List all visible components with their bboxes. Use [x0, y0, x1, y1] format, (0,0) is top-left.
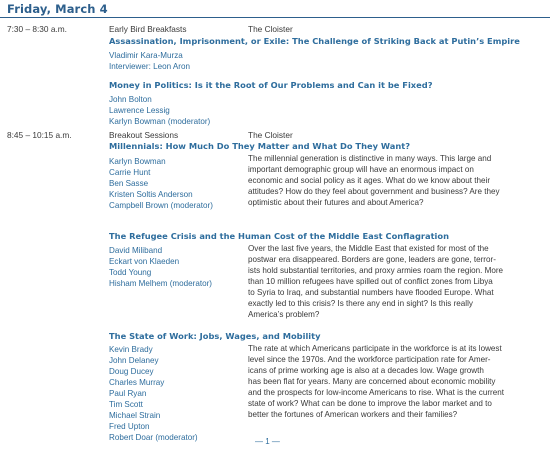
description-line: postwar era disappeared. Borders are gone, leaders are gone, terror- [248, 255, 496, 264]
speaker: Robert Doar (moderator) [109, 433, 198, 442]
speaker-list [109, 94, 210, 127]
block-time: 8:45 – 10:15 a.m. [7, 130, 72, 140]
description-line: attitudes? How do they feel about government and business? Are they [248, 187, 500, 196]
description-line: The rate at which Americans participate in the workforce is at its lowest [248, 344, 502, 353]
session-title: The State of Work: Jobs, Wages, and Mobility [109, 331, 321, 341]
description-line: important demographic group will have an enormous impact on [248, 165, 474, 174]
block-time: 7:30 – 8:30 a.m. [7, 24, 67, 34]
speaker: Ben Sasse [109, 179, 149, 188]
speaker: David Miliband [109, 246, 163, 255]
speaker: Interviewer: Leon Aron [109, 62, 190, 71]
description-line: to Syria to Iraq, and substantial numbers have flooded Europe. What [248, 288, 494, 297]
block-venue: The Cloister [248, 130, 293, 140]
session-description [248, 343, 546, 420]
description-line: better the fortunes of American workers and their families? [248, 410, 458, 419]
speaker: Michael Strain [109, 411, 161, 420]
speaker: Karlyn Bowman [109, 157, 166, 166]
page-number: — 1 — [255, 437, 280, 446]
speaker: Vladimir Kara-Murza [109, 51, 183, 60]
speaker: Paul Ryan [109, 389, 147, 398]
description-line: ists hold substantial territories, and proxy armies roam the region. More [248, 266, 504, 275]
speaker: Karlyn Bowman (moderator) [109, 117, 211, 126]
speaker: Doug Ducey [109, 367, 154, 376]
speaker: Lawrence Lessig [109, 106, 170, 115]
description-line: economic and social policy as it ages. What do we know about their [248, 176, 491, 185]
speaker-list [109, 50, 190, 72]
session-description [248, 243, 546, 320]
speaker: Todd Young [109, 268, 152, 277]
description-line: America’s problem? [248, 310, 320, 319]
block-type: Breakout Sessions [109, 130, 179, 140]
day-header: Friday, March 4 [7, 2, 108, 16]
description-line: than 10 million refugees have spilled out of conflict zones from Libya [248, 277, 493, 286]
description-line: optimistic about their futures and about America? [248, 198, 424, 207]
description-line: icans of prime working age is also at a decades low. Wage growth [248, 366, 484, 375]
block-type: Early Bird Breakfasts [109, 24, 187, 34]
speaker-list [109, 156, 213, 211]
speaker: Kevin Brady [109, 345, 153, 354]
speaker: Carrie Hunt [109, 168, 151, 177]
session-title: The Refugee Crisis and the Human Cost of the Middle East Conflagration [109, 231, 449, 241]
speaker: John Bolton [109, 95, 152, 104]
speaker: Hisham Melhem (moderator) [109, 279, 212, 288]
session-description [248, 153, 546, 208]
header-rule [0, 17, 550, 18]
description-line: has been flat for years. Many are concerned about economic mobility [248, 377, 496, 386]
description-line: Over the last five years, the Middle East that existed for most of the [248, 244, 489, 253]
speaker: Fred Upton [109, 422, 150, 431]
session-title: Money in Politics: Is it the Root of Our Problems and Can it be Fixed? [109, 80, 433, 90]
session-title: Millennials: How Much Do They Matter and What Do They Want? [109, 141, 411, 151]
speaker: Eckart von Klaeden [109, 257, 180, 266]
description-line: exactly led to this crisis? Is there any end in sight? Is this really [248, 299, 473, 308]
speaker-list [109, 245, 212, 289]
description-line: The millennial generation is distinctive in many ways. This large and [248, 154, 492, 163]
speaker: John Delaney [109, 356, 159, 365]
speaker: Kristen Soltis Anderson [109, 190, 193, 199]
speaker-list [109, 344, 198, 443]
description-line: and the prospects for low-income Americans to rise. What is the current [248, 388, 504, 397]
speaker: Campbell Brown (moderator) [109, 201, 213, 210]
description-line: level since the 1970s. And the workforce participation rate for Amer- [248, 355, 491, 364]
session-title: Assassination, Imprisonment, or Exile: The Challenge of Striking Back at Putin’s Empire [109, 36, 520, 46]
speaker: Tim Scott [109, 400, 143, 409]
speaker: Charles Murray [109, 378, 165, 387]
block-venue: The Cloister [248, 24, 293, 34]
description-line: state of work? What can be done to improve the labor market and to [248, 399, 492, 408]
